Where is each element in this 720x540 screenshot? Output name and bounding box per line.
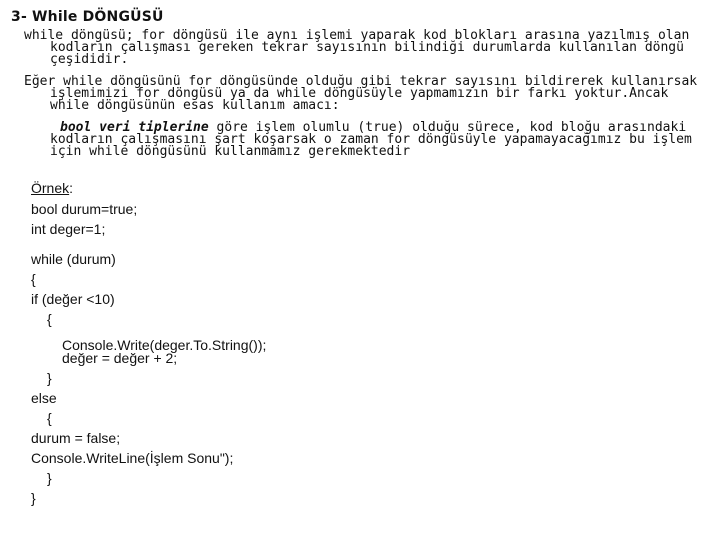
code-line: Console.WriteLine(İşlem Sonu"); xyxy=(31,450,234,466)
paragraph-line: çeşididir. xyxy=(50,52,129,67)
paragraph-line-rest: göre işlem olumlu (true) olduğu sürece, kod bloğu arasındaki xyxy=(208,120,687,135)
code-line: { xyxy=(47,410,52,426)
code-line: int deger=1; xyxy=(31,221,106,237)
code-line: durum = false; xyxy=(31,430,121,446)
example-label: Örnek: xyxy=(31,180,74,196)
code-line: if (değer <10) xyxy=(31,291,115,307)
code-line: { xyxy=(31,271,36,287)
code-line: değer = değer + 2; xyxy=(62,350,178,366)
page-title: 3- While DÖNGÜSÜ xyxy=(11,9,164,25)
code-line: bool durum=true; xyxy=(31,201,138,217)
code-line: } xyxy=(31,490,36,506)
paragraph-line: kodların çalışması gereken tekrar sayısının bilindiği durumlarda kullanılan döngü xyxy=(50,40,684,55)
code-line: } xyxy=(47,370,52,386)
paragraph-line: Eğer while döngüsünü for döngüsünde olduğu gibi tekrar sayısını bildirerek kullanırsak xyxy=(24,74,698,89)
bool-emphasis: bool veri tiplerine xyxy=(60,120,209,135)
code-line: else xyxy=(31,390,57,406)
code-line: } xyxy=(47,470,52,486)
paragraph-line: için while döngüsünü kullanmamız gerekmektedir xyxy=(50,144,411,159)
code-line: Console.Write(deger.To.String()); xyxy=(62,337,267,353)
code-line: while (durum) xyxy=(31,251,116,267)
paragraph-line: while döngüsünün esas kullanım amacı: xyxy=(50,98,340,113)
paragraph-intro xyxy=(24,30,689,66)
code-line: { xyxy=(47,311,52,327)
paragraph-purpose xyxy=(24,120,692,159)
paragraph-usage xyxy=(24,74,698,113)
paragraph-line: işlemimizi for döngüsü ya da while döngüsüyle yapmamızın bir farkı yoktur.Ancak xyxy=(50,86,669,101)
paragraph-line: while döngüsü; for döngüsü ile aynı işlemi yaparak kod blokları arasına yazılmış olan xyxy=(24,28,690,43)
paragraph-line: kodların çalışmasını şart koşarsak o zaman for döngüsüyle yapamayacağımız bu işlem xyxy=(50,132,692,147)
